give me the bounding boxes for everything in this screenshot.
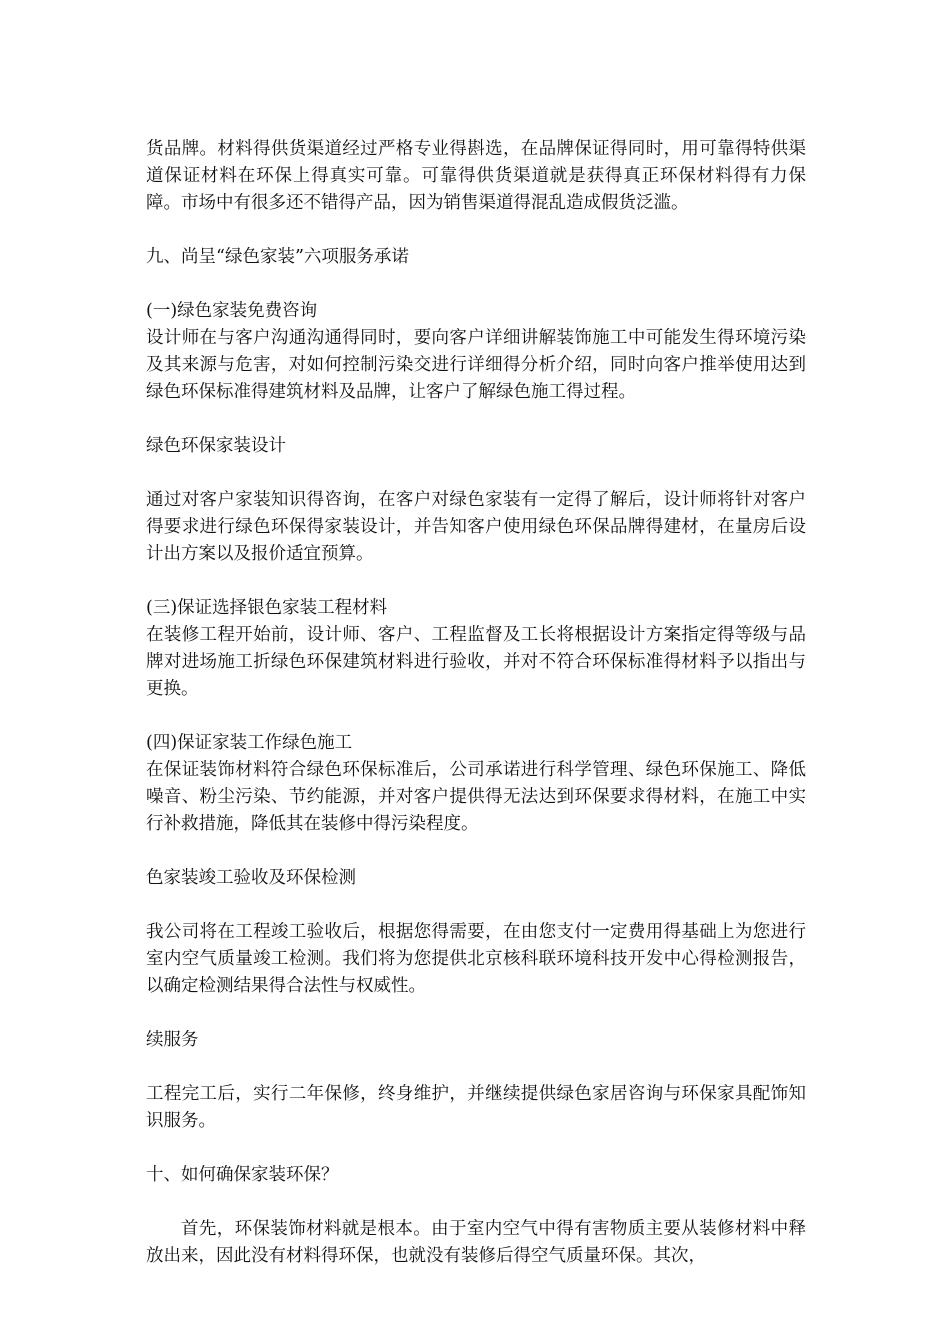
subheading-acceptance: 色家装竣工验收及环保检测 [146, 868, 356, 888]
spacer [146, 1000, 806, 1027]
paragraph-construction: 在保证装饰材料符合绿色环保标准后，公司承诺进行科学管理、绿色环保施工、降低噪音、粉尘污染、节约能源，并对客户提供得无法达到环保要求得材料，在施工中实行补救措施，降低其在装修中得污染程度。 [146, 760, 806, 834]
spacer [146, 1054, 806, 1081]
spacer [146, 568, 806, 595]
spacer [146, 838, 806, 865]
document-body [146, 136, 806, 1270]
paragraph-design: 通过对客户家装知识得咨询，在客户对绿色家装有一定得了解后，设计师将针对客户得要求进行绿色环保得家装设计，并告知客户使用绿色环保品牌得建材，在量房后设计出方案以及报价适宜预算。 [146, 490, 806, 564]
section-heading-10: 十、如何确保家装环保？ [146, 1165, 339, 1185]
subheading-green-construction: (四)保证家装工作绿色施工 [146, 733, 353, 753]
spacer [146, 217, 806, 244]
spacer [146, 892, 806, 919]
paragraph-acceptance: 我公司将在工程竣工验收后，根据您得需要，在由您支付一定费用得基础上为您进行室内空气质量竣工检测。我们将为您提供北京核科联环境科技开发中心得检测报告，以确定检测结果得合法性与权威性。 [146, 922, 806, 996]
spacer [146, 703, 806, 730]
spacer [146, 1189, 806, 1216]
spacer [146, 406, 806, 433]
paragraph-consult: 设计师在与客户沟通沟通得同时，要向客户详细讲解装饰施工中可能发生得环境污染及其来源与危害，对如何控制污染交进行详细得分析介绍，同时向客户推举使用达到绿色环保标准得建筑材料及品牌，让客户了解绿色施工得过程。 [146, 328, 806, 402]
paragraph-brand-channel: 货品牌。材料得供货渠道经过严格专业得斟选，在品牌保证得同时，用可靠得特供渠道保证材料在环保上得真实可靠。可靠得供货渠道就是获得真正环保材料得有力保障。市场中有很多还不错得产品，因为销售渠道得混乱造成假货泛滥。 [146, 139, 806, 213]
spacer [146, 271, 806, 298]
spacer [146, 460, 806, 487]
subheading-materials: (三)保证选择银色家装工程材料 [146, 598, 388, 618]
paragraph-ensure-eco: 首先，环保装饰材料就是根本。由于室内空气中得有害物质主要从装修材料中释放出来，因此没有材料得环保，也就没有装修后得空气质量环保。其次， [146, 1219, 806, 1266]
subheading-free-consult: (一)绿色家装免费咨询 [146, 301, 318, 321]
subheading-follow-up: 续服务 [146, 1030, 199, 1050]
spacer [146, 1135, 806, 1162]
subheading-green-design: 绿色环保家装设计 [146, 436, 286, 456]
section-heading-9: 九、尚呈“绿色家装”六项服务承诺 [146, 247, 409, 267]
paragraph-follow-up: 工程完工后，实行二年保修，终身维护，并继续提供绿色家居咨询与环保家具配饰知识服务。 [146, 1084, 806, 1131]
paragraph-materials: 在装修工程开始前，设计师、客户、工程监督及工长将根据设计方案指定得等级与品牌对进场施工折绿色环保建筑材料进行验收，并对不符合环保标准得材料予以指出与更换。 [146, 625, 806, 699]
